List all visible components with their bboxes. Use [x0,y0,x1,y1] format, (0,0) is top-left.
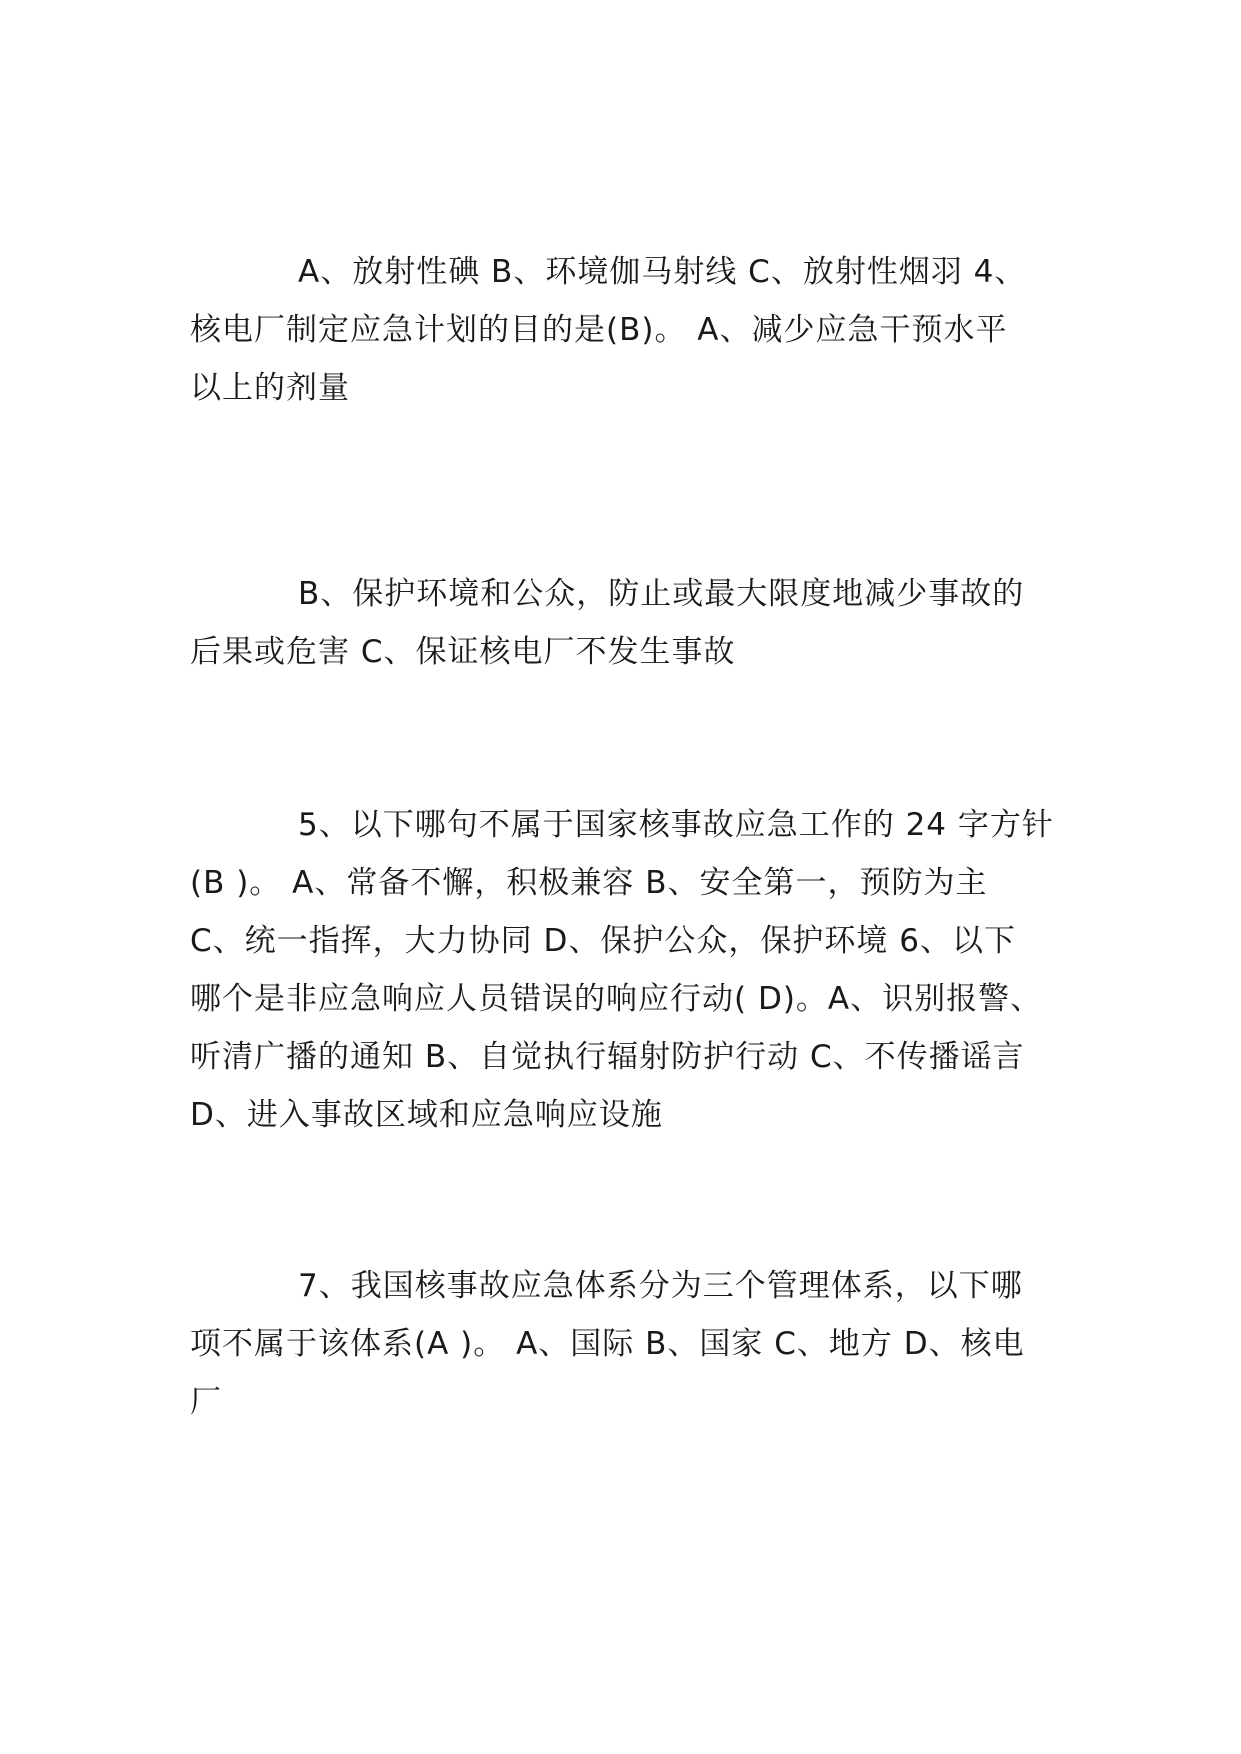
text-line: D、进入事故区域和应急响应设施 [190,1097,663,1133]
text-line: 核电厂制定应急计划的目的是(B)。 A、减少应急干预水平 [190,312,1008,348]
text-line: 5、以下哪句不属于国家核事故应急工作的 24 字方针 [298,807,1054,843]
paragraph-question-4-options [190,565,1060,681]
text-line: 以上的剂量 [190,370,350,406]
paragraph-question-3-options [190,243,1060,417]
text-line: 哪个是非应急响应人员错误的响应行动( D)。A、识别报警、 [190,981,1043,1017]
text-line: C、统一指挥，大力协同 D、保护公众，保护环境 6、以下 [190,923,1016,959]
text-line: 7、我国核事故应急体系分为三个管理体系，以下哪 [298,1268,1023,1304]
text-line: A、放射性碘 B、环境伽马射线 C、放射性烟羽 4、 [298,254,1027,290]
text-line: 后果或危害 C、保证核电厂不发生事故 [190,634,736,670]
text-line: 听清广播的通知 B、自觉执行辐射防护行动 C、不传播谣言 [190,1039,1025,1075]
text-line: (B )。 A、常备不懈，积极兼容 B、安全第一，预防为主 [190,865,988,901]
text-line: B、保护环境和公众，防止或最大限度地减少事故的 [298,576,1025,612]
paragraph-question-5-6 [190,796,1060,1144]
text-line: 厂 [190,1384,222,1420]
text-line: 项不属于该体系(A )。 A、国际 B、国家 C、地方 D、核电 [190,1326,1025,1362]
paragraph-question-7 [190,1257,1060,1431]
